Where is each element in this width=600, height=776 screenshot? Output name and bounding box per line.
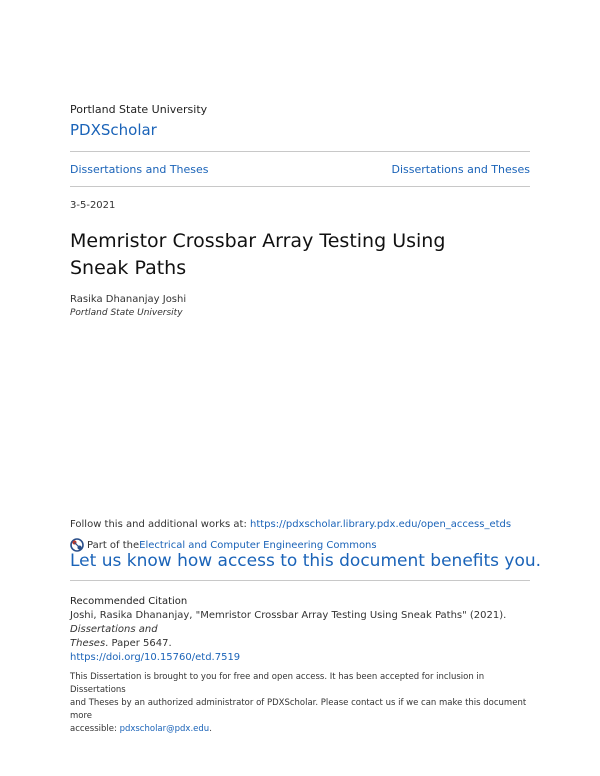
divider-citation: [70, 580, 530, 581]
notice-line-2: and Theses by an authorized administrator of PDXScholar. Please contact us if we can make this document more: [70, 698, 527, 721]
open-access-link[interactable]: https://pdxscholar.library.pdx.edu/open_access_etds: [250, 519, 512, 530]
series-link-right[interactable]: Dissertations and Theses: [391, 163, 530, 176]
repository-link[interactable]: PDXScholar: [70, 121, 157, 139]
divider-series: [70, 186, 530, 187]
follow-text: Follow this and additional works at:: [70, 519, 250, 530]
citation-body: [70, 609, 540, 665]
citation-heading: Recommended Citation: [70, 596, 188, 607]
notice-line-3: [70, 723, 540, 736]
commons-link[interactable]: Electrical and Computer Engineering Commons: [139, 539, 377, 551]
citation-series: Dissertations and: [70, 624, 158, 635]
citation-series-cont: Theses: [70, 638, 106, 649]
part-of-line: [70, 538, 377, 552]
series-link-left[interactable]: Dissertations and Theses: [70, 163, 209, 176]
notice-suffix: .: [209, 724, 212, 734]
doi-link[interactable]: https://doi.org/10.15760/etd.7519: [70, 652, 241, 663]
follow-line: [70, 519, 511, 530]
author-name: Rasika Dhananjay Joshi: [70, 294, 187, 305]
notice-line-1: This Dissertation is brought to you for free and open access. It has been accepted for inclusion in Dissertations: [70, 672, 485, 695]
part-of-prefix: Part of the: [87, 539, 140, 551]
email-link[interactable]: pdxscholar@pdx.edu: [119, 724, 210, 734]
citation-paper: . Paper 5647.: [105, 638, 172, 649]
commons-network-icon: [70, 538, 84, 552]
notice-prefix: accessible:: [70, 724, 120, 734]
author-affiliation: Portland State University: [70, 308, 183, 318]
document-title: Memristor Crossbar Array Testing Using Sneak Paths: [70, 230, 446, 279]
citation-text: Joshi, Rasika Dhananjay, "Memristor Crossbar Array Testing Using Sneak Paths" (2021).: [70, 610, 507, 621]
divider-top: [70, 151, 530, 152]
university-name: Portland State University: [70, 103, 208, 116]
access-notice: [70, 671, 540, 736]
benefits-link[interactable]: Let us know how access to this document benefits you.: [70, 551, 542, 571]
publication-date: 3-5-2021: [70, 200, 116, 211]
